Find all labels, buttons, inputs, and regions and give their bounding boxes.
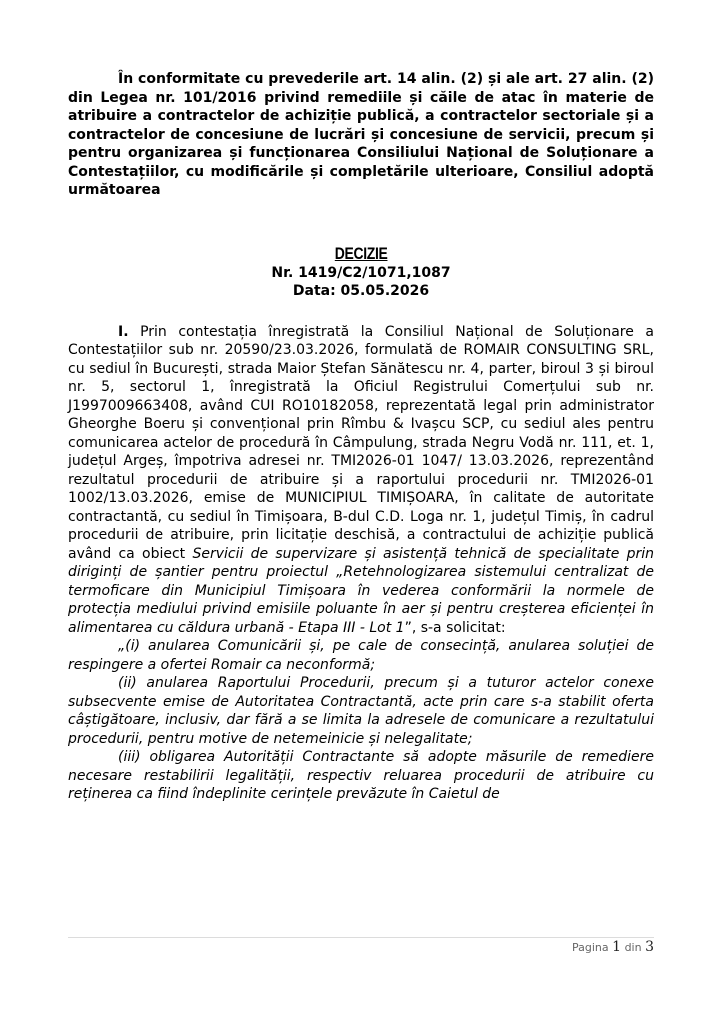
section-i-paragraph: [68, 323, 654, 638]
page-word: Pagina: [572, 941, 609, 954]
page-total: 3: [645, 939, 654, 955]
request-item-1: „(i) anularea Comunicării și, pe cale de consecință, anularea soluției de respingere a ofertei Romair ca neconformă;: [68, 638, 654, 673]
request-item-2: (ii) anularea Raportului Procedurii, precum și a tuturor actelor conexe subsecvente emise de Autoritatea Contractantă, acte prin care s-a stabilit oferta câștigătoare, inclusiv, dar fără a se limita la adresele de comunicare a rezultatului procedurii, pentru motive de netemeinicie și nelegalitate;: [68, 675, 654, 747]
footer-divider: [68, 937, 654, 938]
page-footer: [572, 939, 654, 955]
page-number: 1: [612, 939, 622, 955]
section-i-text-b: ”, s-a solicitat:: [404, 619, 506, 636]
decision-date: Data: 05.05.2026: [292, 283, 430, 299]
contract-object: Servicii de supervizare și asistență tehnică de specialitate prin diriginți de șantier pentru proiectul „Retehnologizarea sistemului centralizat de termoficare din Municipiul Timișoara în vederea conformării la normele de protecția mediului privind emisiile poluante în aer și pentru creșterea eficienței în alimentarea cu căldura urbană - Etapa III - Lot 1: [68, 545, 654, 636]
decision-title: DECIZIE: [334, 243, 388, 263]
intro-paragraph: În conformitate cu prevederile art. 14 alin. (2) și ale art. 27 alin. (2) din Legea nr. 101/2016 privind remediile și căile de atac în materie de atribuire a contractelor de achiziție publică, a contractelor sectoriale și a contractelor de concesiune de lucrări și concesiune de servicii, precum și pentru organizarea și funcționarea Consiliului Național de Soluționare a Contestațiilor, cu modificările și completările ulterioare, Consiliul adoptă următoarea: [68, 71, 654, 198]
request-item-3: (iii) obligarea Autorității Contractante să adopte măsurile de remediere necesare restabilirii legalității, respectiv reluarea procedurii de atribuire cu reținerea ca fiind îndeplinite cerințele prevăzute în Caietul de: [68, 749, 654, 802]
section-i-text-a: Prin contestația înregistrată la Consiliul Național de Soluționare a Contestațiilor sub nr. 20590/23.03.2026, formulată de ROMAIR CONSULTING SRL, cu sediul în București, strada Maior Ștefan Sănătescu nr. 4, parter, biroul 3 și biroul nr. 5, sectorul 1, înregistrată la Oficiul Registrului Comerțului sub nr. J1997009663408, având CUI RO10182058, reprezentată legal prin administrator Gheorghe Boeru și convențional prin Rîmbu & Ivașcu SCP, cu sediul ales pentru comunicarea actelor de procedură în Câmpulung, strada Negru Vodă nr. 111, et. 1, județul Argeș, împotriva adresei nr. TMI2026-01 1047/ 13.03.2026, reprezentând rezultatul procedurii de atribuire și a raportului procedurii nr. TMI2026-01 1002/13.03.2026, emise de MUNICIPIUL TIMIȘOARA, în calitate de autoritate contractantă, cu sediul în Timișoara, B-dul C.D. Loga nr. 1, județul Timiș, în cadrul procedurii de atribuire, prin licitație deschisă, a contractului de achiziție publică având ca obiect: [68, 323, 654, 562]
section-marker: I.: [118, 323, 129, 340]
decision-number: Nr. 1419/C2/1071,1087: [271, 264, 451, 281]
document-content: [68, 70, 654, 804]
decision-body: [68, 323, 654, 804]
decision-header: [68, 244, 654, 301]
of-word: din: [624, 941, 642, 954]
